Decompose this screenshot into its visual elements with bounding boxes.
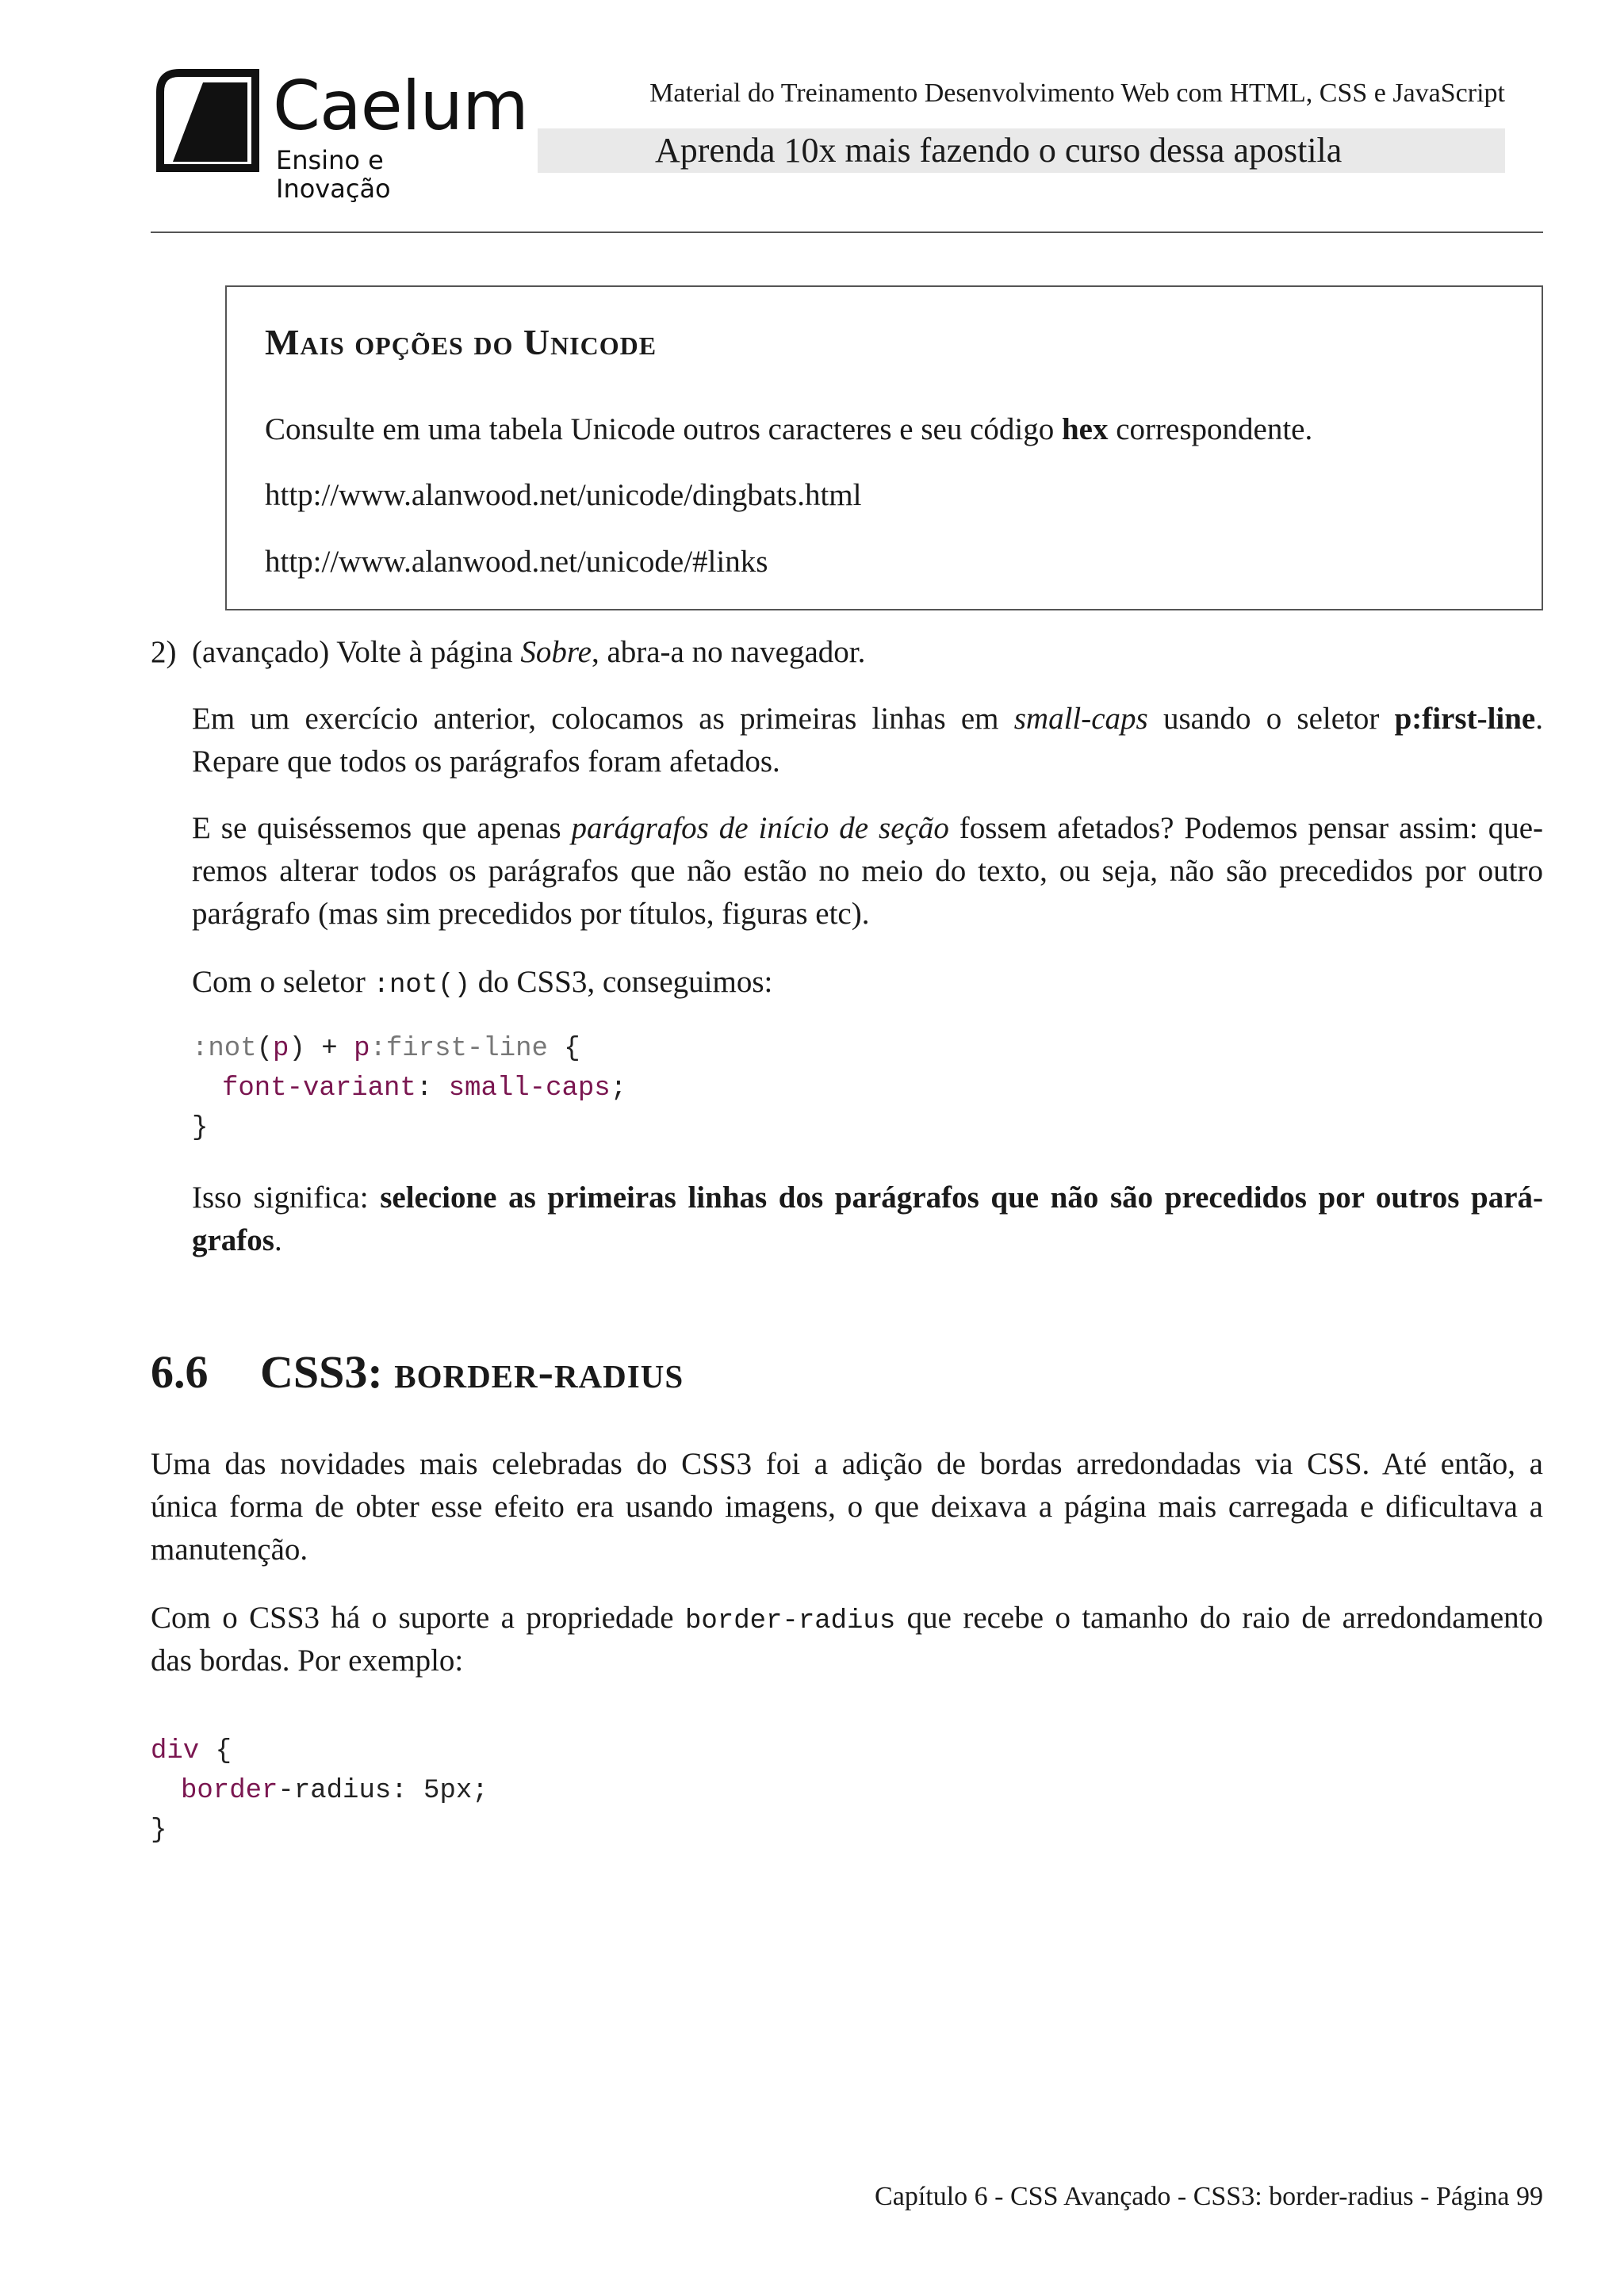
code-block-not-selector <box>192 1029 580 1069</box>
exercise-p4-line1 <box>192 1177 1543 1219</box>
sp2-b: que recebe o tamanho do raio de arredondamento <box>895 1601 1543 1635</box>
note-text-bold: hex <box>1061 412 1109 446</box>
svg-text:*: * <box>167 77 177 101</box>
exercise-intro-a: (avançado) Volte à página <box>192 635 521 669</box>
caelum-logo <box>155 67 528 204</box>
exercise-p3 <box>192 961 772 1007</box>
section-p1-line2: única forma de obter esse efeito era usando imagens, o que deixava a página mais carregada e dificultava a <box>151 1490 1543 1524</box>
sp2-a: Com o CSS3 há o suporte a propriedade <box>151 1601 685 1635</box>
page-footer: Capítulo 6 - CSS Avançado - CSS3: border-radius - Página 99 <box>875 2182 1543 2211</box>
code1-open-brace: { <box>547 1034 580 1064</box>
exercise-intro <box>192 631 865 674</box>
p3-code: :not() <box>373 970 470 1001</box>
section-p1-line1: Uma das novidades mais celebradas do CSS3 foi a adição de bordas arredondadas via CSS. Até então, a <box>151 1447 1543 1481</box>
exercise-p1-line2: Repare que todos os parágrafos foram afetados. <box>192 744 780 779</box>
code1-semicolon: ; <box>610 1073 627 1104</box>
code1-combinator: ) + <box>289 1034 354 1064</box>
p1-c: . <box>1535 702 1543 736</box>
code1-close-brace: } <box>192 1113 209 1143</box>
promo-text: Aprenda 10x mais fazendo o curso dessa apostila <box>655 131 1342 170</box>
note-link-1[interactable]: http://www.alanwood.net/unicode/dingbats.html <box>265 478 862 512</box>
code2-property-a: border <box>181 1776 278 1806</box>
code1-colon: : <box>416 1073 449 1104</box>
p2-italic: parágrafos de início de seção <box>571 811 949 845</box>
exercise-p2-line1 <box>192 807 1543 850</box>
code2-property-b: -radius: 5px; <box>278 1776 488 1806</box>
p1-b: usando o seletor <box>1147 702 1395 736</box>
code1-paren: ( <box>256 1034 274 1064</box>
code1-p2: p <box>354 1034 370 1064</box>
section-title-a: CSS3: <box>260 1346 395 1398</box>
code-block-border-radius <box>151 1732 232 1771</box>
caelum-logo-icon <box>155 68 260 173</box>
p1-italic: small-caps <box>1013 702 1148 736</box>
p4-bold-1: selecione as primeiras linhas dos parágrafos que não são precedidos por outros pará- <box>380 1181 1543 1215</box>
note-text <box>265 408 1312 451</box>
p2-a: E se quiséssemos que apenas <box>192 811 572 845</box>
logo-wordmark: Caelum <box>273 67 528 146</box>
code1-property: font-variant <box>222 1073 416 1104</box>
code2-line2 <box>181 1771 488 1811</box>
p3-a: Com o seletor <box>192 965 373 999</box>
code2-close-brace: } <box>151 1816 167 1846</box>
section-p2-line2: das bordas. Por exemplo: <box>151 1644 464 1678</box>
code1-value: small-caps <box>448 1073 611 1104</box>
code1-line2 <box>222 1069 626 1108</box>
exercise-p1-line1 <box>192 698 1543 740</box>
logo-tagline: Ensino e Inovação <box>276 145 391 204</box>
exercise-p2-line2: remos alterar todos os parágrafos que não estão no meio do texto, ou seja, não são precedidos por outro <box>192 854 1543 888</box>
material-title: Material do Treinamento Desenvolvimento Web com HTML, CSS e JavaScript <box>649 78 1505 108</box>
exercise-intro-italic: Sobre <box>520 635 592 669</box>
exercise-intro-b: , abra-a no navegador. <box>591 635 866 669</box>
p4-period: . <box>274 1223 282 1257</box>
section-number: 6.6 <box>151 1346 209 1398</box>
note-link-2[interactable]: http://www.alanwood.net/unicode/#links <box>265 545 768 579</box>
code1-p: p <box>273 1034 289 1064</box>
note-text-a: Consulte em uma tabela Unicode outros caracteres e seu código <box>265 412 1062 446</box>
note-text-b: correspondente. <box>1108 412 1313 446</box>
p2-b: fossem afetados? Podemos pensar assim: que- <box>948 811 1543 845</box>
section-heading <box>151 1345 684 1400</box>
p4-a: Isso significa: <box>192 1181 381 1215</box>
section-p1-line3: manutenção. <box>151 1533 308 1567</box>
header-divider <box>151 232 1543 233</box>
exercise-p4-line2 <box>192 1219 282 1262</box>
code2-selector: div <box>151 1736 200 1766</box>
p1-a: Em um exercício anterior, colocamos as primeiras linhas em <box>192 702 1014 736</box>
section-title-b: border-radius <box>394 1346 684 1398</box>
section-p2-line1 <box>151 1597 1543 1643</box>
p4-bold-2: grafos <box>192 1223 274 1257</box>
note-title: Mais opções do Unicode <box>265 322 657 362</box>
exercise-p2-line3: parágrafo (mas sim precedidos por títulos, figuras etc). <box>192 897 870 931</box>
code2-open-brace: { <box>199 1736 232 1766</box>
p1-bold: p:first-line <box>1394 702 1536 736</box>
exercise-number: 2) <box>151 635 177 669</box>
code1-pseudo-not: :not <box>192 1034 257 1064</box>
sp2-code: border-radius <box>685 1606 896 1636</box>
p3-b: do CSS3, conseguimos: <box>469 965 773 999</box>
code1-pseudo-first-line: :first-line <box>370 1034 548 1064</box>
